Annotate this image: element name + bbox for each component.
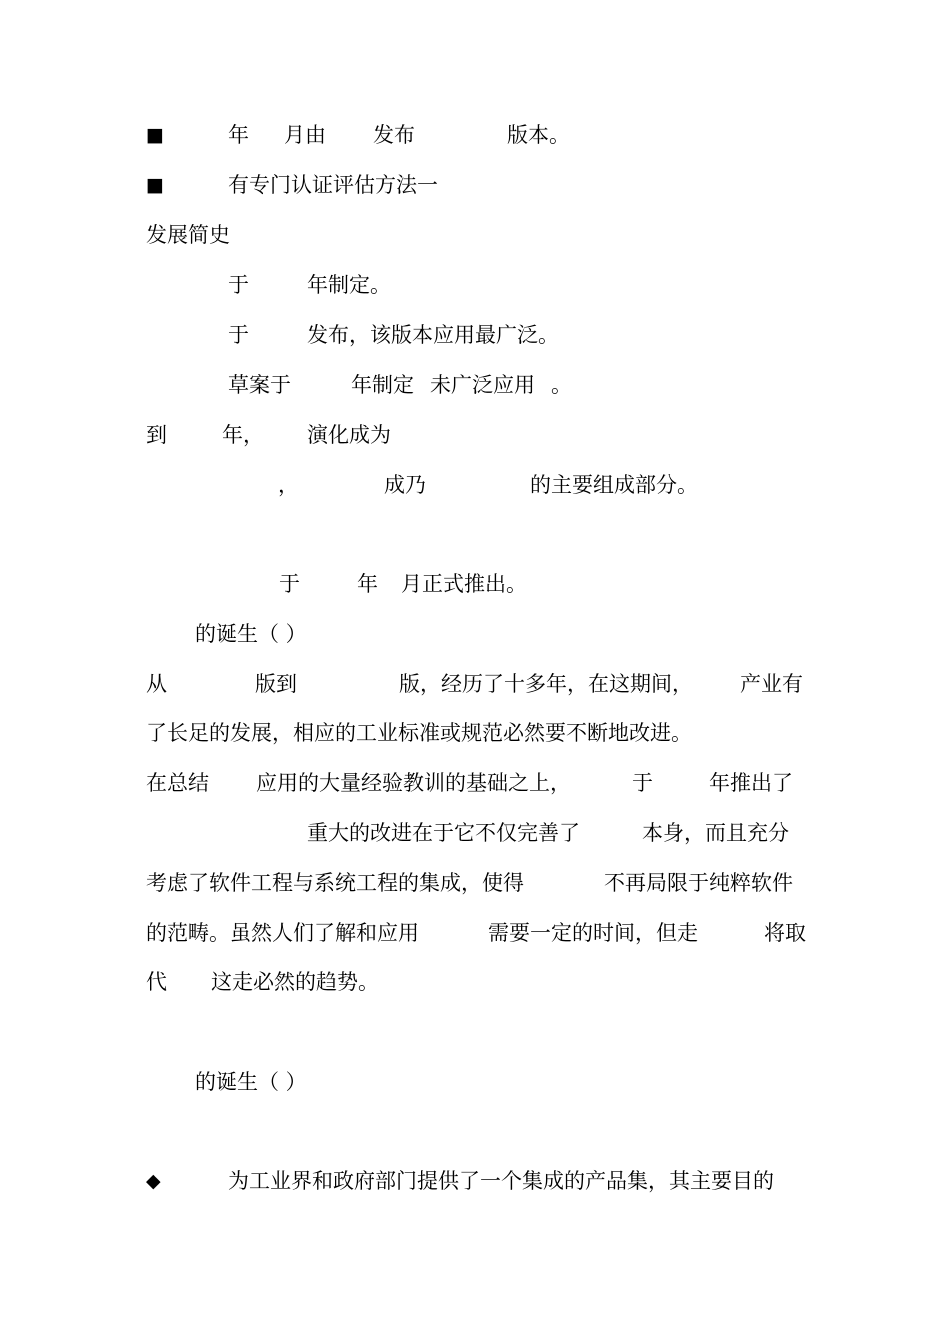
text-segment: 年 xyxy=(228,123,249,147)
text-segment: 考虑了软件工程与系统工程的集成，使得 xyxy=(146,871,524,895)
text-segment: 版本。 xyxy=(507,123,570,147)
text-segment: 于 xyxy=(632,771,653,795)
text-segment: 成乃 xyxy=(384,473,426,497)
text-segment: 草案于 xyxy=(228,373,291,397)
text-segment: 从 xyxy=(146,672,167,696)
text-segment: 年推出了 xyxy=(709,771,793,795)
text-segment: 年制定。 xyxy=(307,273,391,297)
text-segment: 本身，而且充分 xyxy=(642,821,789,845)
text-segment: 月正式推出。 xyxy=(401,572,527,596)
text-segment: 年 xyxy=(357,572,378,596)
text-segment: 年制定 xyxy=(351,373,414,397)
text-segment: 需要一定的时间，但走 xyxy=(488,921,698,945)
text-segment: 发布，该版本应用最广泛。 xyxy=(307,323,559,347)
text-segment: 。 xyxy=(551,373,572,397)
section-heading: 的诞生（ ） xyxy=(195,1070,307,1094)
section-heading: 发展简史 xyxy=(146,223,230,247)
text-segment: 月由 xyxy=(284,123,326,147)
text-segment: 于 xyxy=(228,273,249,297)
text-segment: 年， xyxy=(222,423,264,447)
text-segment: 版到 xyxy=(255,672,297,696)
text-segment: 重大的改进在于它不仅完善了 xyxy=(307,821,580,845)
text-segment: 在总结 xyxy=(146,771,209,795)
square-bullet-icon: ■ xyxy=(146,124,164,146)
text-segment: 产业有 xyxy=(740,672,803,696)
text-segment: 于 xyxy=(228,323,249,347)
text-segment: 未广泛应用 xyxy=(430,373,535,397)
text-segment: 版，经历了十多年，在这期间， xyxy=(399,672,693,696)
text-segment: 的范畴。虽然人们了解和应用 xyxy=(146,921,419,945)
text-segment: 为工业界和政府部门提供了一个集成的产品集，其主要目的 xyxy=(228,1169,774,1193)
text-segment: 于 xyxy=(279,572,300,596)
text-segment: 将取 xyxy=(764,921,806,945)
text-segment: 了长足的发展，相应的工业标准或规范必然要不断地改进。 xyxy=(146,721,692,745)
text-segment: 有专门认证评估方法一 xyxy=(228,173,438,197)
square-bullet-icon: ■ xyxy=(146,174,164,196)
text-segment: ， xyxy=(278,473,299,497)
diamond-bullet-icon: ◆ xyxy=(146,1170,161,1192)
text-segment: 发布 xyxy=(373,123,415,147)
text-segment: 这走必然的趋势。 xyxy=(211,970,379,994)
text-segment: 不再局限于纯粹软件 xyxy=(604,871,793,895)
text-segment: 的主要组成部分。 xyxy=(530,473,698,497)
text-segment: 应用的大量经验教训的基础之上， xyxy=(256,771,571,795)
text-segment: 到 xyxy=(146,423,167,447)
text-segment: 演化成为 xyxy=(307,423,391,447)
text-segment: 代 xyxy=(146,970,167,994)
section-heading: 的诞生（ ） xyxy=(195,622,307,646)
